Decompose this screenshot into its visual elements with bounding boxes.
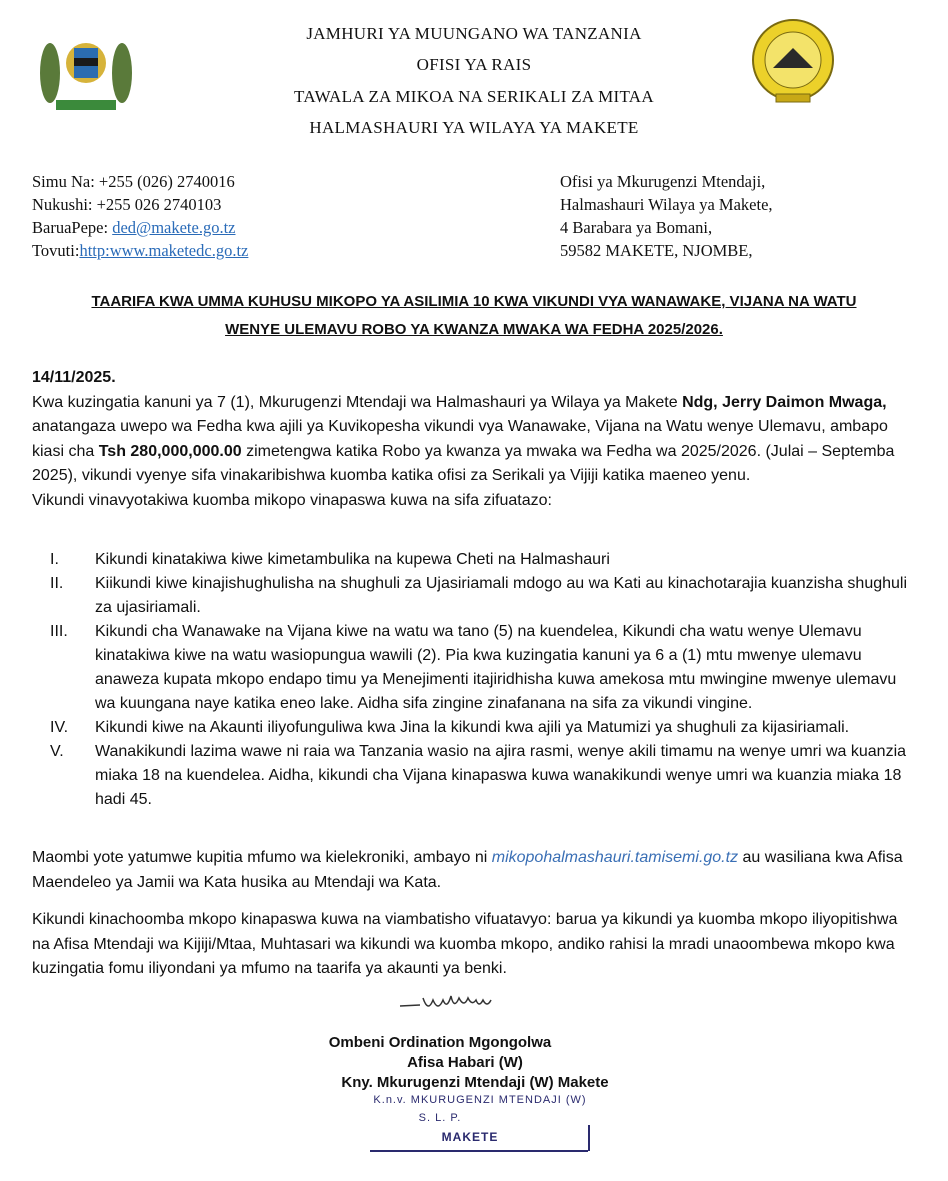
- attachments-paragraph: Kikundi kinachoomba mkopo kinapaswa kuwa na viambatisho vifuatavyo: barua ya kikundi ya kuomba mkopo iliyopitishwa na Afisa Mtendaji wa Kijiji/Mtaa, Muhtasari wa kikundi wa kuomba mkopo, andiko rahisi la mradi unaoombewa mkopo kwa kuzingatia fomu iliyondani ya mfumo na taarifa ya akaunti ya benki.: [32, 911, 898, 977]
- item-text: Wanakikundi lazima wawe ni raia wa Tanzania wasio na ajira rasmi, wenye akili timamu na wenye umri wa kuanzia miaka 18 na kuendelea. Aidha, kikundi cha Vijana kinapaswa kuwa wanakikundi wenye umri wa kuanzia miaka 18 hadi 45.: [95, 743, 907, 808]
- item-number: V.: [50, 743, 64, 760]
- signatory-on-behalf: Kny. Mkurugenzi Mtendaji (W) Makete: [341, 1074, 609, 1091]
- title-line-2: WENYE ULEMAVU ROBO YA KWANZA MWAKA WA FEDHA 2025/2026.: [225, 321, 723, 338]
- item-number: IV.: [50, 719, 69, 736]
- director-name: Ndg, Jerry Daimon Mwaga,: [682, 393, 887, 411]
- item-text: Kikundi cha Wanawake na Vijana kiwe na watu wa tano (5) na kuendelea, Kikundi cha watu wenye Ulemavu kinatakiwa kiwe na watu wasiopungua wawili (2). Pia kwa kuzingatia kanuni ya 6 a (1) mtu mwenye ulemavu anaweza kupata mkopo endapo timu ya Menejimenti itajiridhisha kuwa amekosa mtu mwingine mwenye ulemavu wa kuungana naye katika eneo lake. Aidha sifa zingine zinafanana na sifa za vikundi vingine.: [95, 623, 897, 712]
- intro-text: zimetengwa katika Robo ya kwanza ya mwaka wa Fedha wa 2025/2026. (Julai – Septemba 2025), vikundi vyenye sifa vinakaribishwa kuomba katika ofisi za Serikali ya Vijiji katika maeneo yenu.: [32, 442, 895, 484]
- stamp-line-1: K.n.v. MKURUGENZI MTENDAJI (W): [373, 1094, 587, 1106]
- intro-paragraph: [32, 391, 918, 489]
- header-line-3: TAWALA ZA MIKOA NA SERIKALI ZA MITAA: [294, 87, 654, 106]
- signatory-role: Afisa Habari (W): [407, 1054, 523, 1071]
- item-number: I.: [50, 551, 59, 568]
- item-text: Kikundi kiwe na Akaunti iliyofunguliwa kwa Jina la kikundi kwa ajili ya Matumizi ya shughuli za kijasiriamali.: [95, 719, 850, 736]
- signatory-name: Ombeni Ordination Mgongolwa: [328, 1034, 552, 1051]
- criteria-intro: Vikundi vinavyotakiwa kuomba mikopo vinapaswa kuwa na sifa zifuatazo:: [32, 491, 552, 509]
- header-line-1: JAMHURI YA MUUNGANO WA TANZANIA: [306, 24, 642, 43]
- header-line-4: HALMASHAURI YA WILAYA YA MAKETE: [309, 118, 639, 137]
- address-line: Halmashauri Wilaya ya Makete,: [560, 195, 773, 214]
- address-line: Ofisi ya Mkurugenzi Mtendaji,: [560, 172, 766, 191]
- stamp-line-2: S. L. P.: [418, 1112, 462, 1124]
- address-line: 59582 MAKETE, NJOMBE,: [560, 241, 753, 260]
- list-item: [32, 548, 918, 572]
- date: 14/11/2025.: [32, 369, 116, 386]
- web-label: Tovuti:: [32, 241, 80, 260]
- intro-text: anatangaza uwepo wa Fedha kwa ajili ya Kuvikopesha vikundi vya Wanawake, Vijana na Watu wenye Ulemavu, ambapo kiasi cha: [32, 418, 888, 460]
- application-text: au wasiliana kwa Afisa Maendeleo ya Jamii wa Kata husika au Mtendaji wa Kata.: [32, 849, 903, 891]
- contact-right: [560, 170, 773, 262]
- item-number: III.: [50, 623, 68, 640]
- phone: Simu Na: +255 (026) 2740016: [32, 172, 235, 191]
- list-item: [32, 572, 918, 620]
- intro-text: Kwa kuzingatia kanuni ya 7 (1), Mkurugenzi Mtendaji wa Halmashauri ya Wilaya ya Makete: [32, 393, 683, 411]
- criteria-list: [32, 548, 918, 812]
- application-text: Maombi yote yatumwe kupitia mfumo wa kielekroniki, ambayo ni: [32, 849, 492, 866]
- header-line-2: OFISI YA RAIS: [416, 55, 532, 74]
- stamp-border: [588, 1125, 590, 1151]
- makete-council-seal-logo: [748, 18, 838, 106]
- website-link[interactable]: http:www.maketedc.go.tz: [79, 241, 249, 260]
- email-label: BaruaPepe:: [32, 218, 113, 237]
- item-text: Kiikundi kiwe kinajishughulisha na shughuli za Ujasiriamali mdogo au wa Kati au kinachotarajia kuanzisha shughuli za ujasiriamali.: [95, 575, 908, 616]
- email-link[interactable]: ded@makete.go.tz: [112, 218, 236, 237]
- stamp-border: [370, 1150, 588, 1152]
- contact-left: [32, 170, 248, 262]
- application-paragraph: [32, 846, 918, 895]
- notice-title: [20, 288, 928, 344]
- intro: [32, 366, 918, 513]
- item-text: Kikundi kinatakiwa kiwe kimetambulika na kupewa Cheti na Halmashauri: [95, 551, 610, 568]
- list-item: [32, 716, 918, 740]
- tanzania-coat-of-arms-logo: [36, 18, 136, 113]
- amount: Tsh 280,000,000.00: [98, 442, 242, 460]
- address-line: 4 Barabara ya Bomani,: [560, 218, 713, 237]
- item-number: II.: [50, 575, 64, 592]
- list-item: [32, 740, 918, 812]
- list-item: [32, 620, 918, 716]
- application-portal-link[interactable]: mikopohalmashauri.tamisemi.go.tz: [491, 849, 739, 866]
- title-line-1: TAARIFA KWA UMMA KUHUSU MIKOPO YA ASILIMIA 10 KWA VIKUNDI VYA WANAWAKE, VIJANA NA WATU: [91, 293, 857, 310]
- fax: Nukushi: +255 026 2740103: [32, 195, 222, 214]
- stamp-line-3: MAKETE: [441, 1130, 499, 1144]
- signature-image: [395, 988, 535, 1018]
